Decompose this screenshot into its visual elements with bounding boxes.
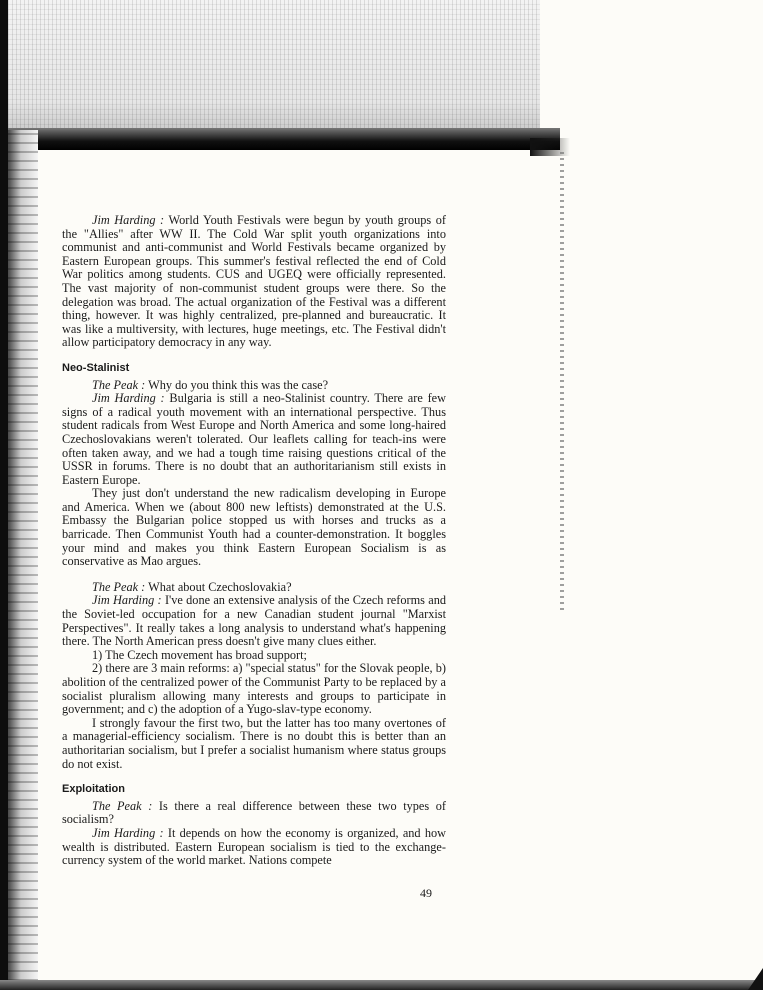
paragraph-text: Is there a real difference between these two types of socialism? — [62, 798, 446, 827]
scan-artifact-top — [0, 0, 540, 145]
scan-artifact-left-edge — [0, 0, 8, 990]
speaker-label: The Peak : — [92, 798, 153, 813]
section-heading: Exploitation — [62, 783, 125, 796]
speaker-label: Jim Harding : — [92, 825, 164, 840]
paragraph-text: Why do you think this was the case? — [145, 377, 329, 392]
paragraph — [62, 392, 446, 487]
paragraph — [62, 827, 446, 868]
paragraph-text: It depends on how the economy is organized, and how wealth is distributed. Eastern European socialism is tied to the exchange-currency system of the world market. Nations compete — [62, 825, 447, 868]
paragraph-text: I've done an extensive analysis of the Czech reforms and the Soviet-led occupation for a new Canadian student journal "Marxist Perspectives". It really takes a long analysis to understand what's happening there. The North American press doesn't give many clues either. — [62, 593, 447, 649]
speaker-label: Jim Harding : — [92, 391, 165, 406]
scan-artifact-bar — [0, 128, 560, 150]
page-number: 49 — [420, 886, 432, 900]
paragraph — [62, 379, 446, 393]
paragraph — [62, 800, 446, 827]
paragraph-text: 2) there are 3 main reforms: a) "special status" for the Slovak people, b) abolition of the centralized power of the Communist Party to be replaced by a socialist pluralism allowing many interests and groups to participate in government; and c) the adoption of a Yugo-slav-type economy. — [62, 661, 446, 717]
article-body — [62, 214, 446, 868]
section-heading: Neo-Stalinist — [62, 361, 130, 374]
paragraph-text: 1) The Czech movement has broad support; — [92, 647, 307, 662]
paragraph — [62, 214, 446, 350]
speaker-label: Jim Harding : — [92, 593, 162, 608]
paragraph-text: What about Czechoslovakia? — [145, 579, 292, 594]
speaker-label: Jim Harding : — [92, 213, 165, 227]
speaker-label: The Peak : — [92, 377, 146, 392]
paragraph-text: I strongly favour the first two, but the latter has too many overtones of a managerial-efficiency socialism. There is no doubt this is better than an authoritarian socialism, but I prefer a socialist humanism where status groups do not exist. — [62, 715, 446, 771]
paragraph — [62, 594, 446, 648]
paragraph-text: Bulgaria is still a neo-Stalinist country. There are few signs of a radical youth movement with an international perspective. Thus student radicals from West Europe and North America and some long-haired Czechoslovakians weren't tolerated. Our leaflets calling for teach-ins were often taken away, and we had a tough time raising questions critical of the USSR in forums. There is no doubt that an authoritarianism still exists in Eastern Europe. — [62, 391, 446, 487]
scan-artifact-right — [560, 150, 564, 610]
paragraph — [62, 487, 446, 569]
paragraph — [62, 717, 446, 771]
paragraph-text: World Youth Festivals were begun by youth groups of the "Allies" after WW II. The Cold War split youth organizations into communist and anti-communist and World Festivals became organized by Eastern European groups. This summer's festival reflected the end of Cold War politics among students. CUS and UGEQ were officially represented. The vast majority of non-communist student groups were there. So the delegation was broad. The actual organization of the Festival was a different thing, however. It was highly centralized, pre-planned and bureaucratic. It was like a multiversity, with lectures, huge meetings, etc. The Festival didn't allow participatory democracy in any way. — [62, 213, 446, 350]
list-item — [62, 649, 446, 663]
scan-artifact-bottom — [0, 980, 763, 990]
list-item — [62, 662, 446, 716]
speaker-label: The Peak : — [92, 579, 146, 594]
paragraph-text: They just don't understand the new radicalism developing in Europe and America. When we (about 800 new leftists) demonstrated at the U.S. Embassy the Bulgarian police stopped us with horses and trucks as a barricade. Then Communist Youth had a counter-demonstration. It boggles your mind and makes you think Eastern European Socialism is as conservative as Mao argues. — [62, 486, 446, 569]
scan-artifact-taper — [530, 138, 570, 156]
scan-artifact-corner — [748, 968, 763, 990]
paragraph — [62, 581, 446, 595]
